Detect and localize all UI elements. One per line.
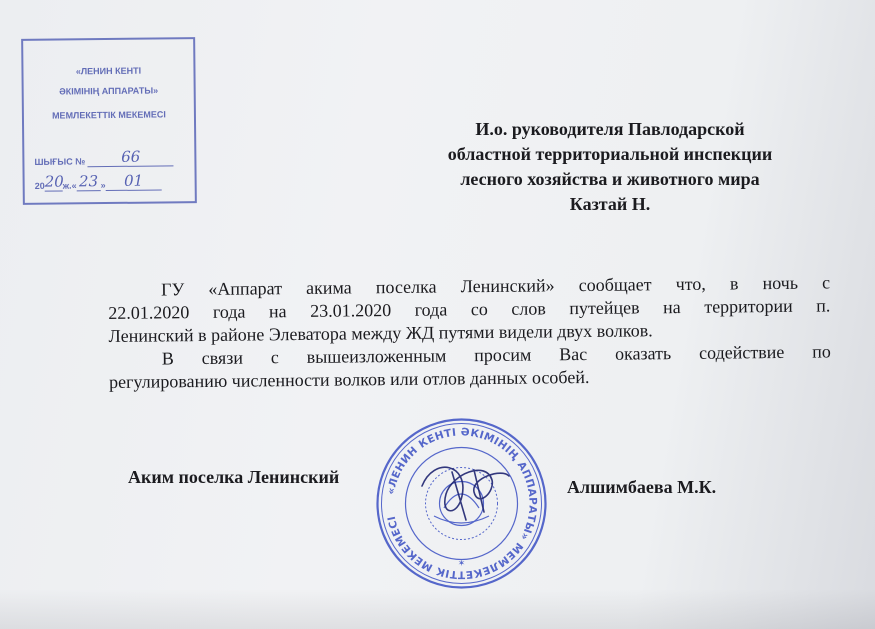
addressee-line-3: лесного хозяйства и животного мира [460,169,760,189]
stamp-date-day: 23 [78,172,99,191]
addressee-line-4: Казтай Н. [569,194,651,214]
body-paragraph-1-line-1: ГУ «Аппарат акима поселка Ленинский» сообщает что, в ночь с [161,272,831,300]
stamp-date-prefix: 20 [34,180,45,191]
body-paragraph-1-line-3: Ленинский в районе Элеватора между ЖД путями видели двух волков. [108,320,653,346]
stamp-date-year-suffix: ж. [62,180,72,191]
stamp-line-3: МЕМЛЕКЕТТІК МЕКЕМЕСІ [51,109,166,121]
body-paragraph-2-line-1: В связи с вышеизложенным просим Вас оказать содействие по [161,341,831,369]
stamp-line-1: «ЛЕНИН КЕНТІ [75,65,142,77]
stamp-number-label: ШЫҒЫС № [34,156,86,167]
stamp-number-row [34,147,174,167]
seal-ring-text: «ЛЕНИН КЕНТІ ӘКІМІНІҢ АППАРАТЫ» МЕМЛЕКЕТТІК МЕКЕМЕСІ [385,426,539,581]
signatory-position: Аким поселка Ленинский [128,467,340,487]
addressee-line-1: И.о. руководителя Павлодарской [475,119,745,139]
stamp-date-year: 20 [44,172,64,191]
body-paragraph-2-line-2: регулированию численности волков или отлов данных особей. [108,366,590,392]
addressee-line-2: областной территориальной инспекции [447,144,773,164]
stamp-date-month: 01 [123,171,144,190]
stamp-number-value: 66 [121,147,141,166]
signatory-name: Алшимбаева М.К. [567,477,717,497]
stamp-line-2: ӘКІМІНІҢ АППАРАТЫ» [59,85,159,97]
official-seal [374,416,549,591]
registration-stamp [21,37,197,205]
addressee-block [400,117,820,217]
svg-text:✶: ✶ [457,559,466,569]
stamp-date-row: 2020ж.« 23 » 01 [35,171,162,191]
letter-body [108,271,831,394]
body-paragraph-1-line-2: 22.01.2020 года на 23.01.2020 года со слов путейцев на территории п. [108,295,831,323]
